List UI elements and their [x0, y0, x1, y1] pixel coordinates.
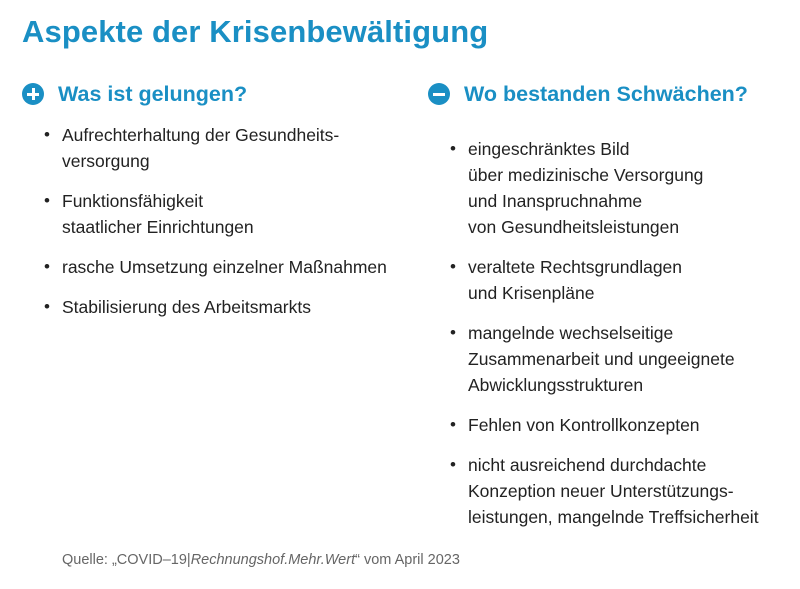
- list-item: • mangelnde wechselseitige Zusammenarbeit und ungeeignete Abwicklungsstrukturen: [450, 320, 798, 398]
- weaknesses-column: [428, 78, 798, 544]
- weaknesses-heading: [428, 78, 798, 110]
- list-item: • Funktionsfähigkeit staatlicher Einrichtungen: [44, 188, 407, 240]
- weaknesses-heading-label: Wo bestanden Schwächen?: [464, 81, 748, 106]
- list-item: • veraltete Rechtsgrundlagen und Krisenpläne: [450, 254, 798, 306]
- list-item: • Fehlen von Kontrollkonzepten: [450, 412, 798, 438]
- minus-circle-icon: [428, 83, 450, 105]
- successes-column: [22, 78, 407, 334]
- list-item: • Aufrechterhaltung der Gesundheits- versorgung: [44, 122, 407, 174]
- successes-heading: [22, 78, 407, 110]
- successes-list: [44, 122, 407, 320]
- plus-circle-icon: [22, 83, 44, 105]
- list-item: • rasche Umsetzung einzelner Maßnahmen: [44, 254, 407, 280]
- list-item: • eingeschränktes Bild über medizinische Versorgung und Inanspruchnahme von Gesundheitsleistungen: [450, 136, 798, 240]
- list-item: • Stabilisierung des Arbeitsmarkts: [44, 294, 407, 320]
- weaknesses-list: [450, 136, 798, 530]
- successes-heading-label: Was ist gelungen?: [58, 81, 248, 106]
- source-citation: Quelle: „COVID–19|Rechnungshof.Mehr.Wert“ vom April 2023: [62, 552, 460, 568]
- source-emphasis: Rechnungshof.Mehr.Wert: [190, 552, 356, 568]
- page-title: Aspekte der Krisenbewältigung: [22, 14, 489, 49]
- list-item: • nicht ausreichend durchdachte Konzeption neuer Unterstützungs- leistungen, mangelnde Treffsicherheit: [450, 452, 798, 530]
